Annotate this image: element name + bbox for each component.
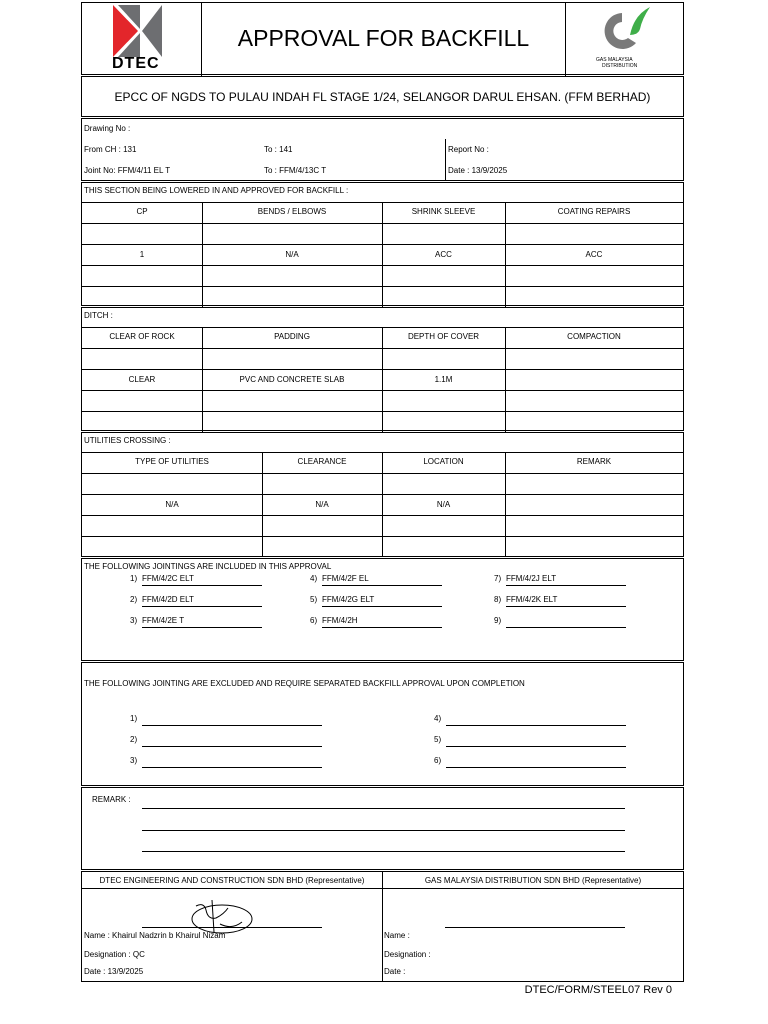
excluded-jointing-number: 1): [130, 714, 138, 723]
form-code: DTEC/FORM/STEEL07 Rev 0: [524, 984, 672, 996]
ditch-section: [81, 307, 684, 431]
excluded-jointing-number: 6): [434, 756, 442, 765]
lowered-cell[interactable]: ACC: [435, 250, 452, 259]
included-jointing-line: [322, 585, 442, 586]
lowered-header-cell: SHRINK SLEEVE: [411, 207, 476, 216]
excluded-jointing-line[interactable]: [142, 767, 322, 768]
gmd-signature-line[interactable]: [445, 927, 625, 928]
section-lowered-title: THIS SECTION BEING LOWERED IN AND APPROVED FOR BACKFILL :: [84, 186, 349, 195]
report-date: Date : 13/9/2025: [448, 166, 508, 175]
from-ch: From CH : 131: [84, 145, 137, 154]
dtec-rep-name: Name : Khairul Nadzrin b Khairul Nizam: [84, 931, 226, 940]
utilities-section: [81, 432, 684, 557]
utilities-cell[interactable]: N/A: [165, 500, 179, 509]
lowered-cell[interactable]: 1: [139, 250, 145, 259]
included-jointing-value[interactable]: FFM/4/2G ELT: [322, 595, 375, 604]
lowered-header-cell: COATING REPAIRS: [557, 207, 631, 216]
included-jointing-value[interactable]: FFM/4/2K ELT: [506, 595, 558, 604]
lowered-cell[interactable]: ACC: [585, 250, 603, 259]
utilities-table: [82, 452, 683, 557]
remark-line[interactable]: [142, 808, 625, 809]
included-jointing-line: [506, 627, 626, 628]
excluded-jointing-number: 2): [130, 735, 138, 744]
section-lowered: [81, 182, 684, 306]
included-jointing-number: 4): [310, 574, 318, 583]
included-title: THE FOLLOWING JOINTINGS ARE INCLUDED IN THIS APPROVAL: [84, 562, 332, 571]
signature-section: [81, 871, 684, 982]
header-box: [81, 2, 684, 75]
included-jointing-line: [142, 585, 262, 586]
excluded-jointing-number: 5): [434, 735, 442, 744]
remark-label: REMARK :: [92, 795, 131, 804]
included-jointing-number: 6): [310, 616, 318, 625]
included-jointing-value[interactable]: FFM/4/2J ELT: [506, 574, 557, 583]
gmd-rep-date: Date :: [384, 967, 406, 976]
dtec-signature-line[interactable]: [142, 927, 322, 928]
gmd-logo: [592, 5, 652, 73]
included-jointing-line: [506, 585, 626, 586]
info-box: [81, 118, 684, 181]
gmd-logo-line1: GAS MALAYSIA: [596, 57, 633, 63]
lowered-header-cell: CP: [136, 207, 148, 216]
to-joint: To : FFM/4/13C T: [264, 166, 327, 175]
included-jointing-number: 3): [130, 616, 138, 625]
remark-line[interactable]: [142, 830, 625, 831]
dtec-rep-header: DTEC ENGINEERING AND CONSTRUCTION SDN BHD (Representative): [99, 876, 365, 885]
dtec-logo-text: DTEC: [112, 55, 160, 72]
excluded-jointing-number: 4): [434, 714, 442, 723]
included-jointing-line: [142, 606, 262, 607]
included-jointing-value[interactable]: FFM/4/2C ELT: [142, 574, 194, 583]
project-title: EPCC OF NGDS TO PULAU INDAH FL STAGE 1/24, SELANGOR DARUL EHSAN. (FFM BERHAD): [114, 90, 651, 104]
utilities-title: UTILITIES CROSSING :: [84, 436, 171, 445]
gmd-rep-header: GAS MALAYSIA DISTRIBUTION SDN BHD (Representative): [424, 876, 642, 885]
ditch-header-cell: PADDING: [274, 332, 310, 341]
included-section: [81, 558, 684, 661]
included-jointing-number: 9): [494, 616, 502, 625]
ditch-cell[interactable]: CLEAR: [128, 375, 156, 384]
utilities-header-cell: TYPE OF UTILITIES: [135, 457, 209, 466]
included-jointing-value[interactable]: FFM/4/2H: [322, 616, 358, 625]
dtec-rep-designation: Designation : QC: [84, 950, 145, 959]
ditch-title: DITCH :: [84, 311, 113, 320]
excluded-jointing-line[interactable]: [446, 725, 626, 726]
included-jointing-line: [322, 627, 442, 628]
excluded-jointing-line[interactable]: [142, 725, 322, 726]
gmd-logo-line2: DISTRIBUTION: [602, 63, 638, 69]
included-jointing-number: 7): [494, 574, 502, 583]
included-jointing-number: 1): [130, 574, 138, 583]
remark-section: [81, 787, 684, 870]
joint-no: Joint No: FFM/4/11 EL T: [84, 166, 171, 175]
project-box: [81, 76, 684, 117]
utilities-header-cell: CLEARANCE: [297, 457, 347, 466]
utilities-cell[interactable]: N/A: [436, 500, 451, 509]
included-jointing-line: [322, 606, 442, 607]
included-jointing-number: 8): [494, 595, 502, 604]
dtec-logo-mark: [110, 5, 166, 57]
included-jointing-value[interactable]: FFM/4/2D ELT: [142, 595, 194, 604]
excluded-jointing-line[interactable]: [446, 767, 626, 768]
included-jointing-number: 5): [310, 595, 318, 604]
ditch-header-cell: CLEAR OF ROCK: [109, 332, 175, 341]
included-jointing-value[interactable]: FFM/4/2F EL: [322, 574, 369, 583]
gmd-rep-designation: Designation :: [384, 950, 431, 959]
excluded-jointing-number: 3): [130, 756, 138, 765]
gmd-rep-name: Name :: [384, 931, 410, 940]
lowered-header-cell: BENDS / ELBOWS: [257, 207, 327, 216]
lowered-cell[interactable]: N/A: [285, 250, 299, 259]
remark-line[interactable]: [142, 851, 625, 852]
included-jointing-line: [142, 627, 262, 628]
ditch-cell[interactable]: 1.1M: [434, 375, 453, 384]
dtec-logo: [110, 5, 166, 73]
dtec-rep-date: Date : 13/9/2025: [84, 967, 144, 976]
utilities-header-cell: REMARK: [576, 457, 612, 466]
report-no: Report No :: [448, 145, 489, 154]
form-title: APPROVAL FOR BACKFILL: [237, 25, 530, 51]
utilities-cell[interactable]: N/A: [315, 500, 329, 509]
to-ch: To : 141: [264, 145, 293, 154]
excluded-jointing-line[interactable]: [142, 746, 322, 747]
included-jointing-line: [506, 606, 626, 607]
drawing-no: Drawing No :: [84, 124, 131, 133]
included-jointing-number: 2): [130, 595, 138, 604]
excluded-title: THE FOLLOWING JOINTING ARE EXCLUDED AND REQUIRE SEPARATED BACKFILL APPROVAL UPON COMPLETION: [84, 679, 525, 688]
utilities-header-cell: LOCATION: [423, 457, 464, 466]
ditch-table: [82, 327, 683, 431]
section-lowered-table: [82, 202, 683, 306]
excluded-section: [81, 662, 684, 786]
included-jointing-value[interactable]: FFM/4/2E T: [142, 616, 185, 625]
ditch-header-cell: DEPTH OF COVER: [407, 332, 480, 341]
excluded-jointing-line[interactable]: [446, 746, 626, 747]
ditch-cell[interactable]: PVC AND CONCRETE SLAB: [239, 375, 345, 384]
gmd-logo-mark: [592, 5, 652, 57]
ditch-header-cell: COMPACTION: [567, 332, 621, 341]
